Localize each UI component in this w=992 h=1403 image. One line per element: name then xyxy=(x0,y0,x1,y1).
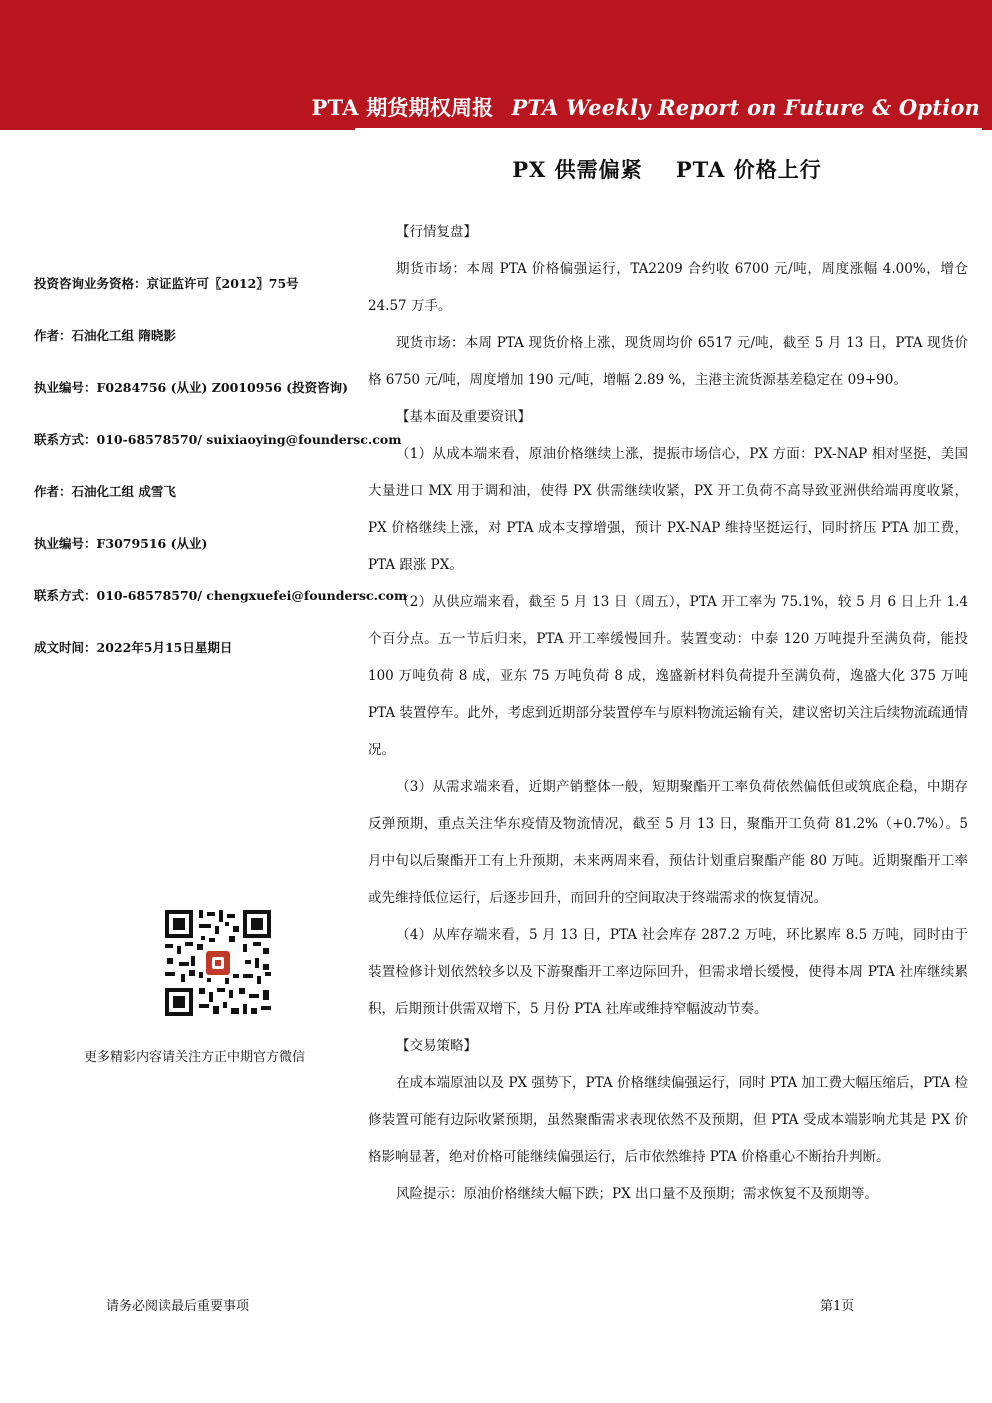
author2-contact-line: 联系方式：010-68578570/ chengxuefei@foundersc.com xyxy=(34,588,408,603)
paragraph-demand-side: （3）从需求端来看，近期产销整体一般，短期聚酯开工率负荷依然偏低但或筑底企稳，中期存反弹预期，重点关注华东疫情及物流情况，截至 5 月 13 日，聚酯开工负荷 81.2%（+0.7%）。5 月中旬以后聚酯开工有上升预期，未来两周来看，预估计划重启聚酯产能 80 万吨。近期聚酯开工率或先维持低位运行，后逐步回升，而回升的空间取决于终端需求的恢复情况。 xyxy=(368,779,968,906)
header-divider xyxy=(355,128,982,130)
footer-notice: 请务必阅读最后重要事项 xyxy=(106,1299,250,1314)
author2-line: 作者：石油化工组 成雪飞 xyxy=(34,484,176,499)
section-title-fundamentals: 【基本面及重要资讯】 xyxy=(396,409,531,425)
author1-line: 作者：石油化工组 隋晓影 xyxy=(34,328,176,343)
section-title-strategy: 【交易策略】 xyxy=(396,1038,477,1054)
header-band xyxy=(0,0,992,130)
report-title xyxy=(312,92,980,122)
author1-id-line: 执业编号：F0284756 (从业) Z0010956 (投资咨询) xyxy=(34,380,348,395)
author2-id-line: 执业编号：F3079516 (从业) xyxy=(34,536,208,551)
qr-code-icon xyxy=(163,908,273,1018)
author1-contact-line: 联系方式：010-68578570/ suixiaoying@foundersc.com xyxy=(34,432,402,447)
qr-caption: 更多精彩内容请关注方正中期官方微信 xyxy=(84,1050,306,1065)
author-info-panel xyxy=(34,270,408,686)
date-line: 成文时间：2022年5月15日星期日 xyxy=(34,640,233,655)
license-line: 投资咨询业务资格：京证监许可〖2012〗75号 xyxy=(34,276,299,291)
document-title: PX 供需偏紧 PTA 价格上行 xyxy=(512,157,822,182)
report-body xyxy=(368,214,968,1213)
paragraph-strategy: 在成本端原油以及 PX 强势下，PTA 价格继续偏强运行，同时 PTA 加工费大幅压缩后，PTA 检修装置可能有边际收紧预期，虽然聚酯需求表现依然不及预期，但 PTA 受成本端影响尤其是 PX 价格影响显著，绝对价格可能继续偏强运行，后市依然维持 PTA 价格重心不断抬升判断。 xyxy=(368,1075,968,1165)
paragraph-spot-market: 现货市场：本周 PTA 现货价格上涨，现货周均价 6517 元/吨，截至 5 月 13 日，PTA 现货价格 6750 元/吨，周度增加 190 元/吨，增幅 2.89 %，主港主流货源基差稳定在 09+90。 xyxy=(368,335,968,388)
paragraph-inventory-side: （4）从库存端来看，5 月 13 日，PTA 社会库存 287.2 万吨，环比累库 8.5 万吨，同时由于装置检修计划依然较多以及下游聚酯开工率边际回升，但需求增长缓慢，使得本周 PTA 社库继续累积，后期预计供需双增下，5 月份 PTA 社库或维持窄幅波动节奏。 xyxy=(368,927,968,1017)
page-number: 第1页 xyxy=(820,1299,855,1314)
report-title-en: PTA Weekly Report on Future & Option xyxy=(511,95,980,120)
paragraph-risk-warning: 风险提示：原油价格继续大幅下跌；PX 出口量不及预期；需求恢复不及预期等。 xyxy=(396,1186,878,1202)
paragraph-futures-market: 期货市场：本周 PTA 价格偏强运行，TA2209 合约收 6700 元/吨，周度涨幅 4.00%，增仓 24.57 万手。 xyxy=(368,261,968,314)
paragraph-cost-side: （1）从成本端来看，原油价格继续上涨，提振市场信心，PX 方面：PX-NAP 相对坚挺，美国大量进口 MX 用于调和油，使得 PX 供需继续收紧，PX 开工负荷不高导致亚洲供给端再度收紧，PX 价格继续上涨，对 PTA 成本支撑增强，预计 PX-NAP 维持坚挺运行，同时挤压 PTA 加工费，PTA 跟涨 PX。 xyxy=(368,446,968,573)
paragraph-supply-side: （2）从供应端来看，截至 5 月 13 日（周五），PTA 开工率为 75.1%，较 5 月 6 日上升 1.4 个百分点。五一节后归来，PTA 开工率缓慢回升。装置变动：中泰 120 万吨提升至满负荷，能投 100 万吨负荷 8 成，亚东 75 万吨负荷 8 成，逸盛新材料负荷提升至满负荷，逸盛大化 375 万吨 PTA 装置停车。此外，考虑到近期部分装置停车与原料物流运输有关，建议密切关注后续物流疏通情况。 xyxy=(368,594,968,758)
section-title-market-review: 【行情复盘】 xyxy=(396,224,477,240)
report-title-cn: PTA 期货期权周报 xyxy=(311,95,494,120)
